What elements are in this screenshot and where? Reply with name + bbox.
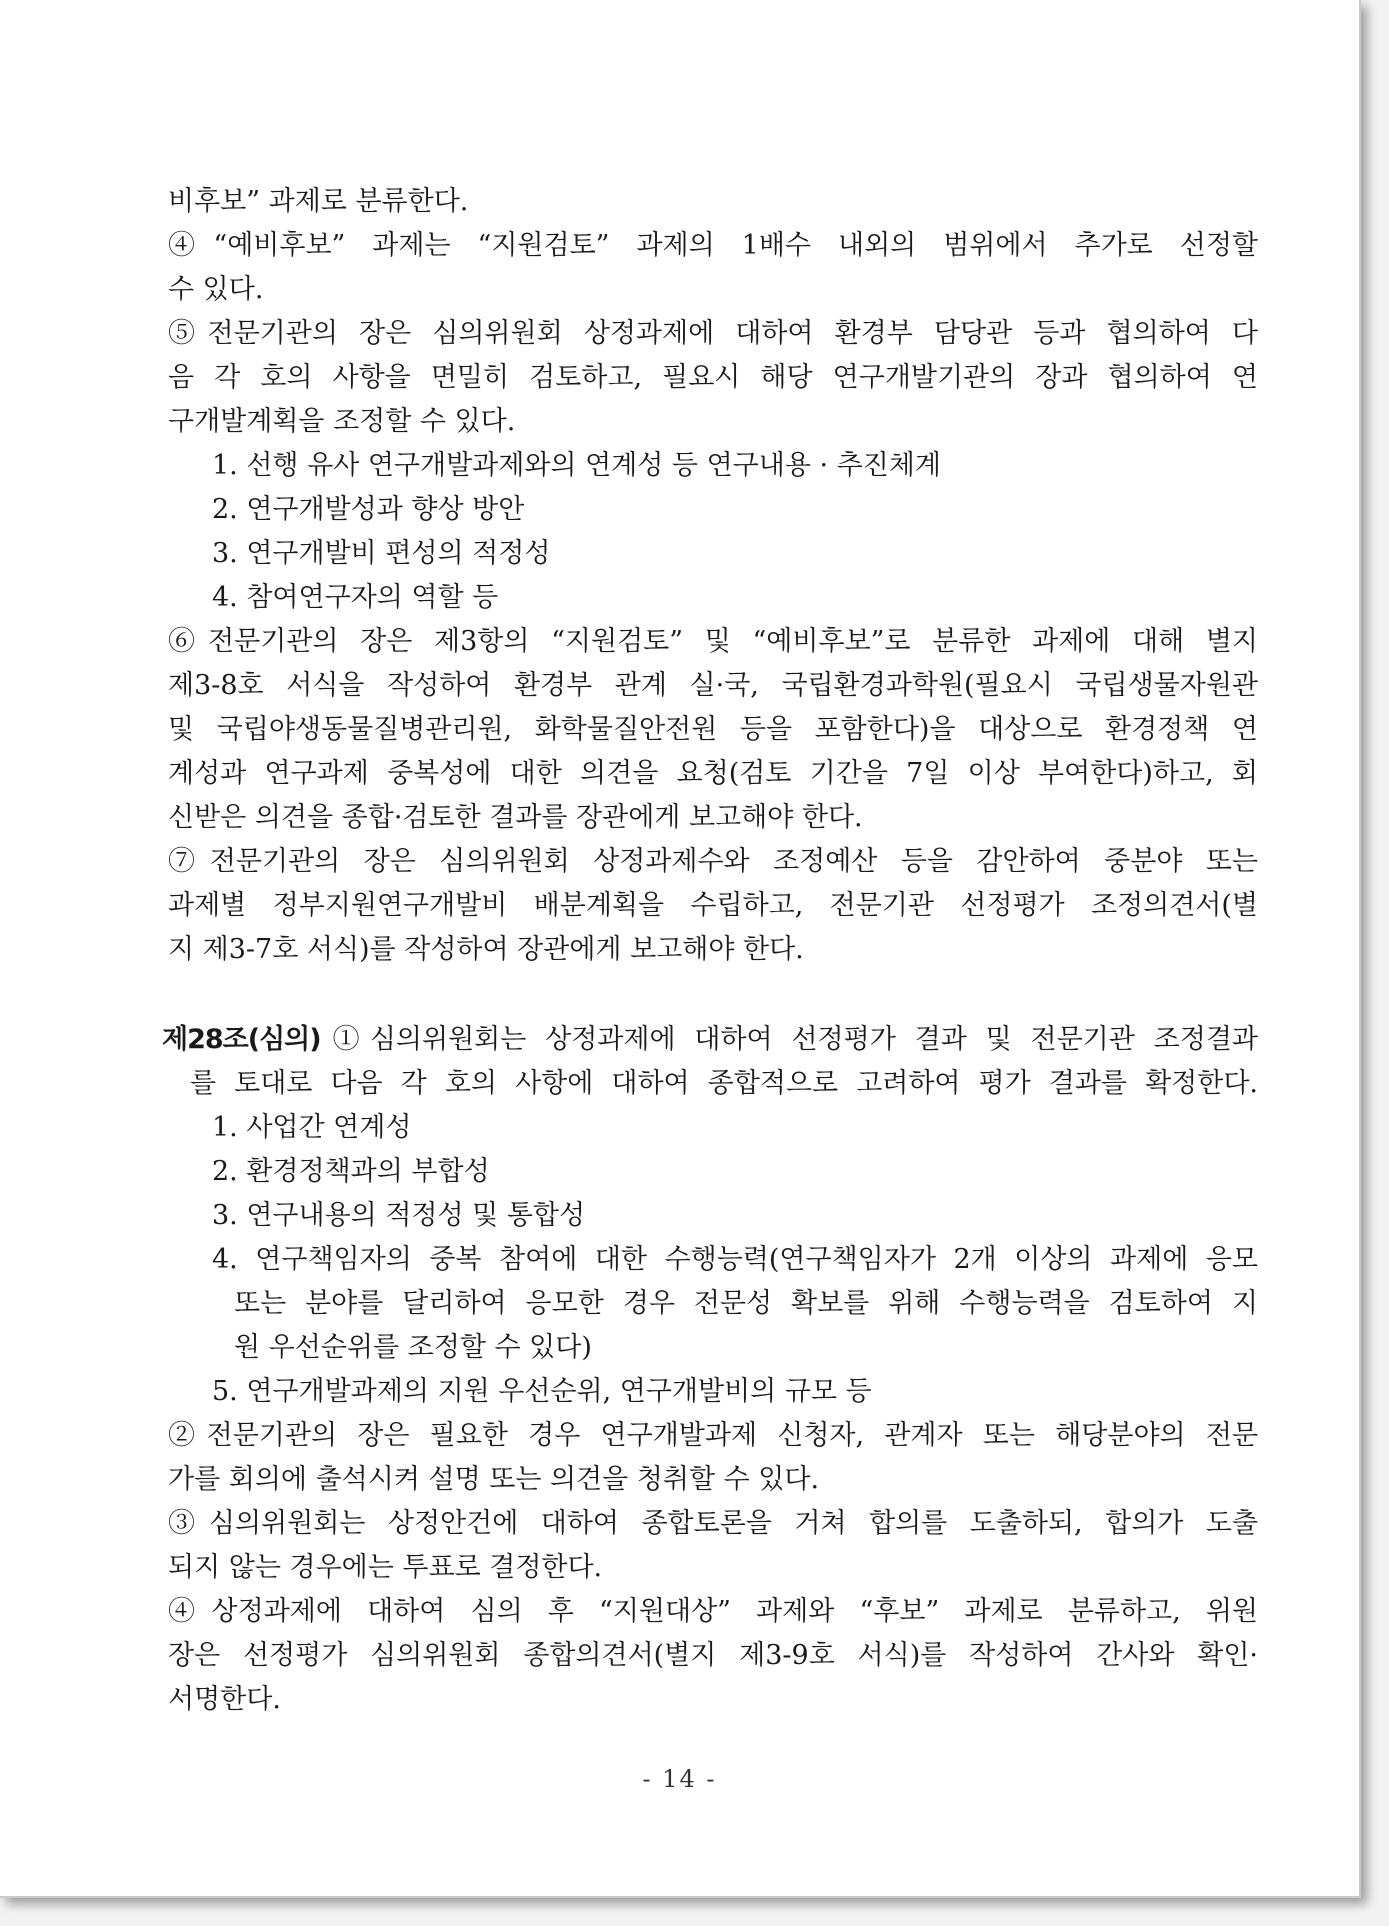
list-item: 4. 연구책임자의 중복 참여에 대한 수행능력(연구책임자가 2개 이상의 과제에 응모	[212, 1244, 1258, 1275]
list-item-continuation: 또는 분야를 달리하여 응모한 경우 전문성 확보를 위해 수행능력을 검토하여 지	[234, 1288, 1258, 1319]
text-line: 계성과 연구과제 중복성에 대한 의견을 요청(검토 기간을 7일 이상 부여한다)하고, 회	[168, 758, 1258, 789]
text-line: 지 제3-7호 서식)를 작성하여 장관에게 보고해야 한다.	[168, 934, 804, 965]
text-line: ④“예비후보” 과제는 “지원검토” 과제의 1배수 내외의 범위에서 추가로 선정할	[168, 230, 1258, 261]
text-line: 비후보” 과제로 분류한다.	[168, 186, 469, 217]
list-item: 1. 사업간 연계성	[212, 1112, 412, 1143]
text-line: 신받은 의견을 종합·검토한 결과를 장관에게 보고해야 한다.	[168, 802, 863, 833]
text-line: 음 각 호의 사항을 면밀히 검토하고, 필요시 해당 연구개발기관의 장과 협의하여 연	[168, 362, 1258, 393]
text-line: 제3-8호 서식을 작성하여 환경부 관계 실·국, 국립환경과학원(필요시 국립생물자원관	[168, 670, 1258, 701]
article-title: 제28조(심의)	[162, 1024, 321, 1055]
list-item: 5. 연구개발과제의 지원 우선순위, 연구개발비의 규모 등	[212, 1376, 872, 1407]
text-line: 과제별 정부지원연구개발비 배분계획을 수립하고, 전문기관 선정평가 조정의견서(별	[168, 890, 1258, 921]
list-item: 2. 연구개발성과 향상 방안	[212, 494, 525, 525]
text-line: 가를 회의에 출석시켜 설명 또는 의견을 청취할 수 있다.	[168, 1464, 820, 1495]
text-line: ④상정과제에 대하여 심의 후 “지원대상” 과제와 “후보” 과제로 분류하고, 위원	[168, 1596, 1258, 1627]
text-line: 구개발계획을 조정할 수 있다.	[168, 406, 516, 437]
list-item: 2. 환경정책과의 부합성	[212, 1156, 490, 1187]
list-item: 3. 연구개발비 편성의 적정성	[212, 538, 551, 569]
text-line: 및 국립야생동물질병관리원, 화학물질안전원 등을 포함한다)을 대상으로 환경정책 연	[168, 714, 1258, 745]
list-item-continuation: 원 우선순위를 조정할 수 있다)	[234, 1332, 592, 1363]
text-line: ⑦전문기관의 장은 심의위원회 상정과제수와 조정예산 등을 감안하여 중분야 또는	[168, 846, 1258, 877]
text-line: 수 있다.	[168, 274, 264, 305]
list-item: 3. 연구내용의 적정성 및 통합성	[212, 1200, 586, 1231]
text-line: ⑤전문기관의 장은 심의위원회 상정과제에 대하여 환경부 담당관 등과 협의하여 다	[168, 318, 1258, 349]
list-item: 1. 선행 유사 연구개발과제와의 연계성 등 연구내용 · 추진체계	[212, 450, 941, 481]
list-item: 4. 참여연구자의 역할 등	[212, 582, 499, 613]
text-line: ①심의위원회는 상정과제에 대하여 선정평가 결과 및 전문기관 조정결과	[332, 1024, 1258, 1055]
text-line: ③심의위원회는 상정안건에 대하여 종합토론을 거쳐 합의를 도출하되, 합의가 도출	[168, 1508, 1258, 1539]
page-number: - 14 -	[642, 1765, 717, 1793]
text-line: 되지 않는 경우에는 투표로 결정한다.	[168, 1552, 603, 1583]
text-line: ②전문기관의 장은 필요한 경우 연구개발과제 신청자, 관계자 또는 해당분야의 전문	[168, 1420, 1258, 1451]
article-28-heading-line	[162, 1023, 1258, 1057]
text-line: 를 토대로 다음 각 호의 사항에 대하여 종합적으로 고려하여 평가 결과를 확정한다.	[190, 1068, 1258, 1099]
text-line: ⑥전문기관의 장은 제3항의 “지원검토” 및 “예비후보”로 분류한 과제에 대해 별지	[168, 626, 1258, 657]
text-line: 서명한다.	[168, 1684, 281, 1715]
text-line: 장은 선정평가 심의위원회 종합의견서(별지 제3-9호 서식)를 작성하여 간사와 확인·	[168, 1640, 1258, 1671]
